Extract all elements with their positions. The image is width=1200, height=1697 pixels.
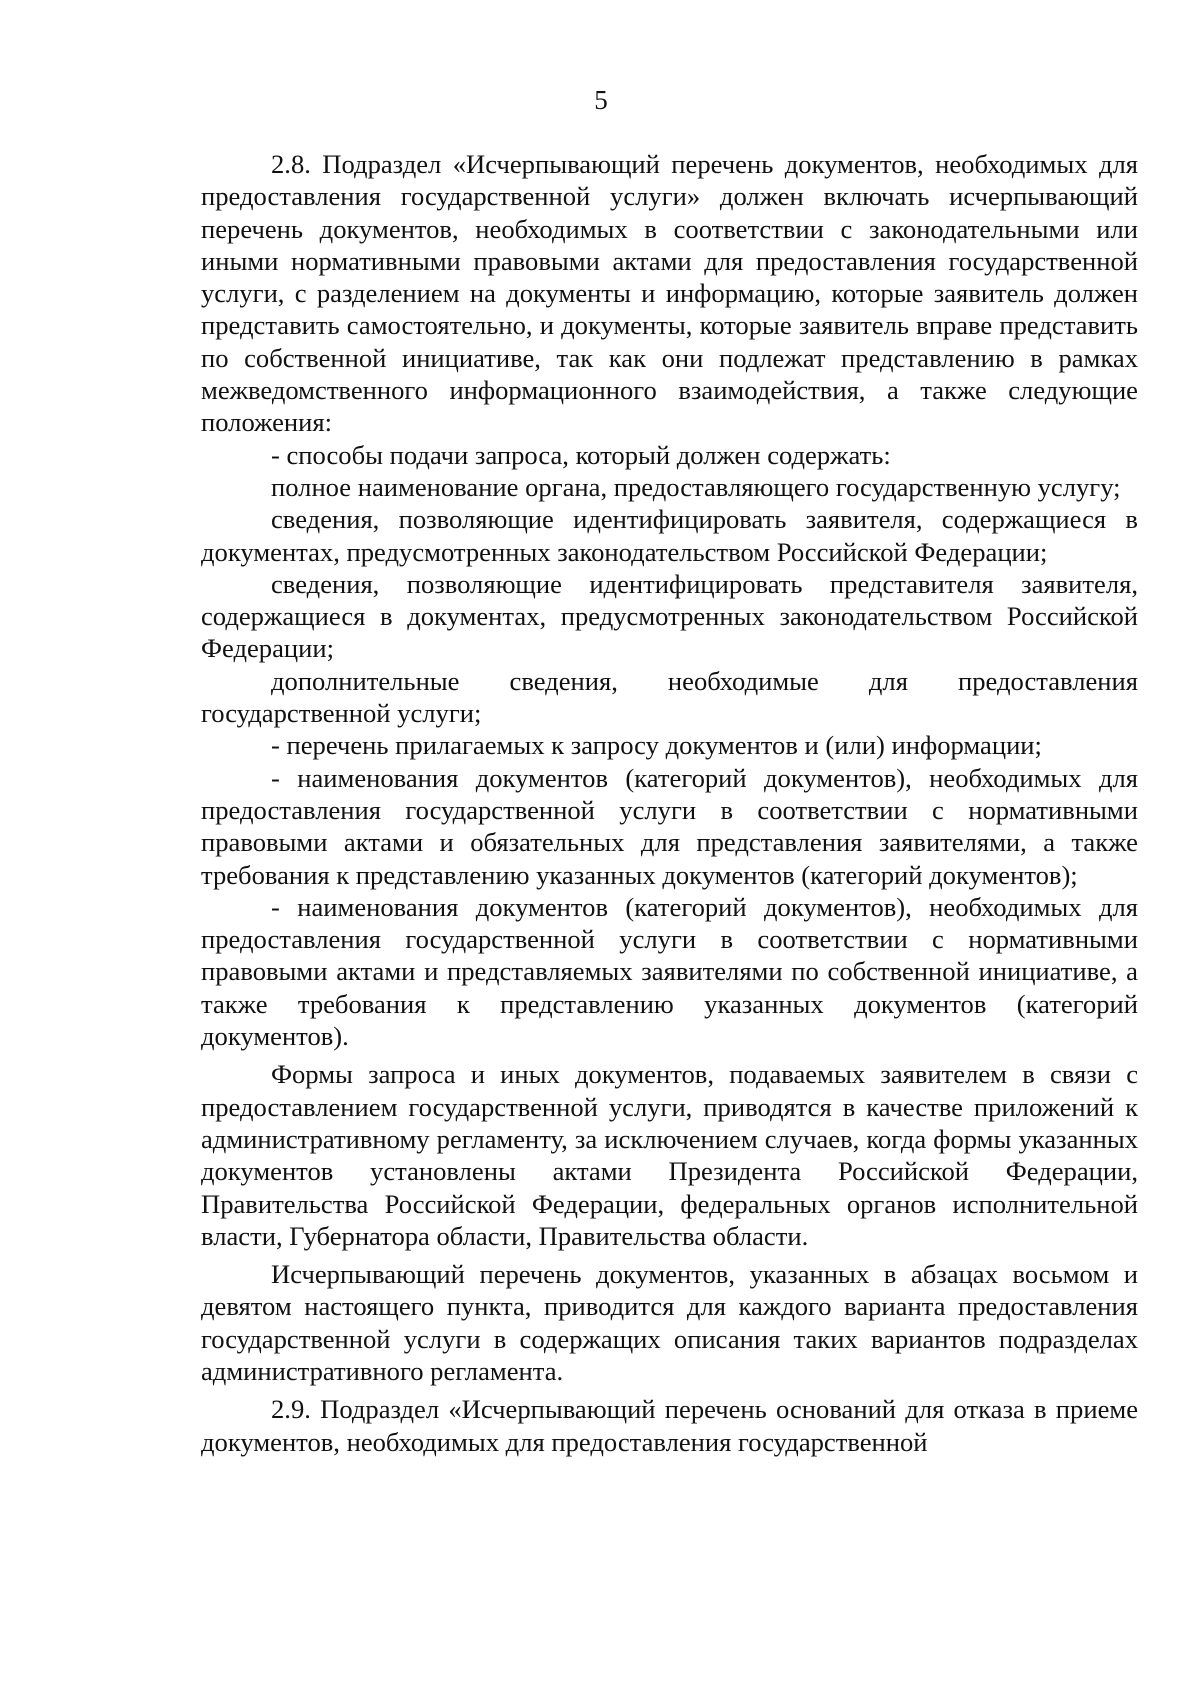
paragraph-attached-documents: - перечень прилагаемых к запросу документов и (или) информации;	[271, 730, 1042, 761]
page-number: 5	[594, 85, 608, 115]
paragraph-request-forms: Формы запроса и иных документов, подаваемых заявителем в связи с предоставлением государственной услуги, приводятся в качестве приложений к административному регламенту, за исключением случаев, когда формы указанных документов установлены актами Президента Российской Федерации, Правительства Российской Федерации, федеральных органов исполнительной власти, Губернатора области, Правительства области.	[201, 1059, 1138, 1251]
paragraph-2-8: 2.8. Подраздел «Исчерпывающий перечень документов, необходимых для предоставления государственной услуги» должен включать исчерпывающий перечень документов, необходимых в соответствии с законодательными или иными нормативными правовыми актами для предоставления государственной услуги, с разделением на документы и информацию, которые заявитель должен представить самостоятельно, и документы, которые заявитель вправе представить по собственной инициативе, так как они подлежат представлению в рамках межведомственного информационного взаимодействия, а также следующие положения:	[201, 149, 1138, 438]
paragraph-authority-name: полное наименование органа, предоставляющего государственную услугу;	[271, 471, 1121, 502]
paragraph-optional-documents: - наименования документов (категорий документов), необходимых для предоставления государственной услуги в соответствии с нормативными правовыми актами и представляемых заявителями по собственной инициативе, а также требования к представлению указанных документов (категорий документов).	[201, 891, 1138, 1052]
paragraph-mandatory-documents: - наименования документов (категорий документов), необходимых для предоставления государственной услуги в соответствии с нормативными правовыми актами и обязательных для представления заявителями, а также требования к представлению указанных документов (категорий документов);	[201, 762, 1138, 890]
paragraph-2-9: 2.9. Подраздел «Исчерпывающий перечень оснований для отказа в приеме документов, необходимых для предоставления государственной	[201, 1394, 1138, 1457]
paragraph-representative-info: сведения, позволяющие идентифицировать представителя заявителя, содержащиеся в документах, предусмотренных законодательством Российской Федерации;	[201, 568, 1138, 664]
document-body	[201, 148, 1138, 1458]
paragraph-exhaustive-list: Исчерпывающий перечень документов, указанных в абзацах восьмом и девятом настоящего пункта, приводится для каждого варианта предоставления государственной услуги в содержащих описания таких вариантов подразделах административного регламента.	[201, 1259, 1138, 1386]
paragraph-additional-info: дополнительные сведения, необходимые для предоставления государственной услуги;	[201, 665, 1138, 729]
paragraph-request-methods: - способы подачи запроса, который должен содержать:	[271, 439, 891, 470]
paragraph-applicant-info: сведения, позволяющие идентифицировать заявителя, содержащиеся в документах, предусмотренных законодательством Российской Федерации;	[201, 504, 1138, 567]
